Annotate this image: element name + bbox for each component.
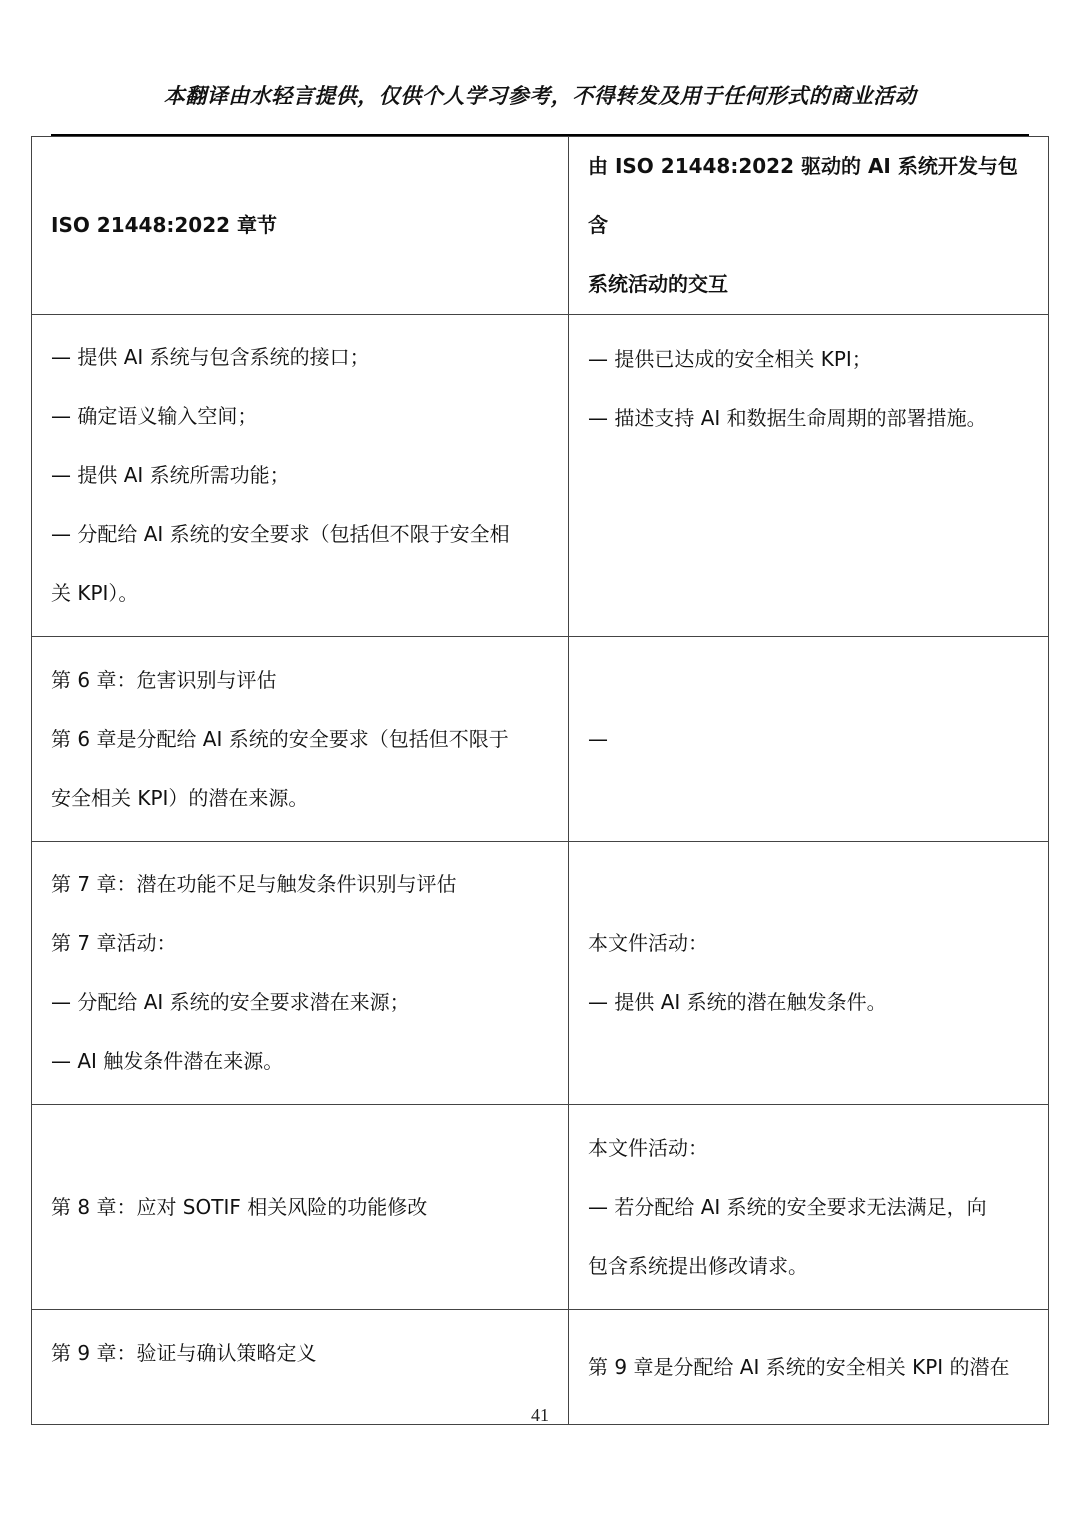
table-header-row	[32, 137, 1049, 315]
row1-left-cell: — 提供 AI 系统与包含系统的接口； — 确定语义输入空间； — 提供 AI 系统所需功能； — 分配给 AI 系统的安全要求（包括但不限于安全相 关 KPI）。	[32, 315, 569, 637]
table-row	[32, 315, 1049, 637]
row5-right-cell: 第 9 章是分配给 AI 系统的安全相关 KPI 的潜在	[569, 1310, 1049, 1425]
table-row	[32, 842, 1049, 1105]
row3-right-cell: 本文件活动： — 提供 AI 系统的潜在触发条件。	[569, 842, 1049, 1105]
row2-right-cell: —	[569, 637, 1049, 842]
table-row	[32, 637, 1049, 842]
page-header-notice: 本翻译由水轻言提供，仅供个人学习参考，不得转发及用于任何形式的商业活动	[163, 84, 917, 108]
col2-header: 由 ISO 21448:2022 驱动的 AI 系统开发与包含 系统活动的交互	[569, 137, 1049, 315]
row3-left-cell: 第 7 章：潜在功能不足与触发条件识别与评估 第 7 章活动： — 分配给 AI 系统的安全要求潜在来源； — AI 触发条件潜在来源。	[32, 842, 569, 1105]
row2-left-cell: 第 6 章：危害识别与评估 第 6 章是分配给 AI 系统的安全要求（包括但不限于 安全相关 KPI）的潜在来源。	[32, 637, 569, 842]
iso-mapping-table	[31, 136, 1049, 1425]
table-row	[32, 1105, 1049, 1310]
col1-header: ISO 21448:2022 章节	[32, 137, 569, 315]
row5-left-cell: 第 9 章：验证与确认策略定义	[32, 1310, 569, 1425]
page-number: 41	[531, 1405, 549, 1425]
row1-right-cell: — 提供已达成的安全相关 KPI； — 描述支持 AI 和数据生命周期的部署措施。	[569, 315, 1049, 637]
row4-right-cell: 本文件活动： — 若分配给 AI 系统的安全要求无法满足，向 包含系统提出修改请求。	[569, 1105, 1049, 1310]
row4-left-cell: 第 8 章：应对 SOTIF 相关风险的功能修改	[32, 1105, 569, 1310]
